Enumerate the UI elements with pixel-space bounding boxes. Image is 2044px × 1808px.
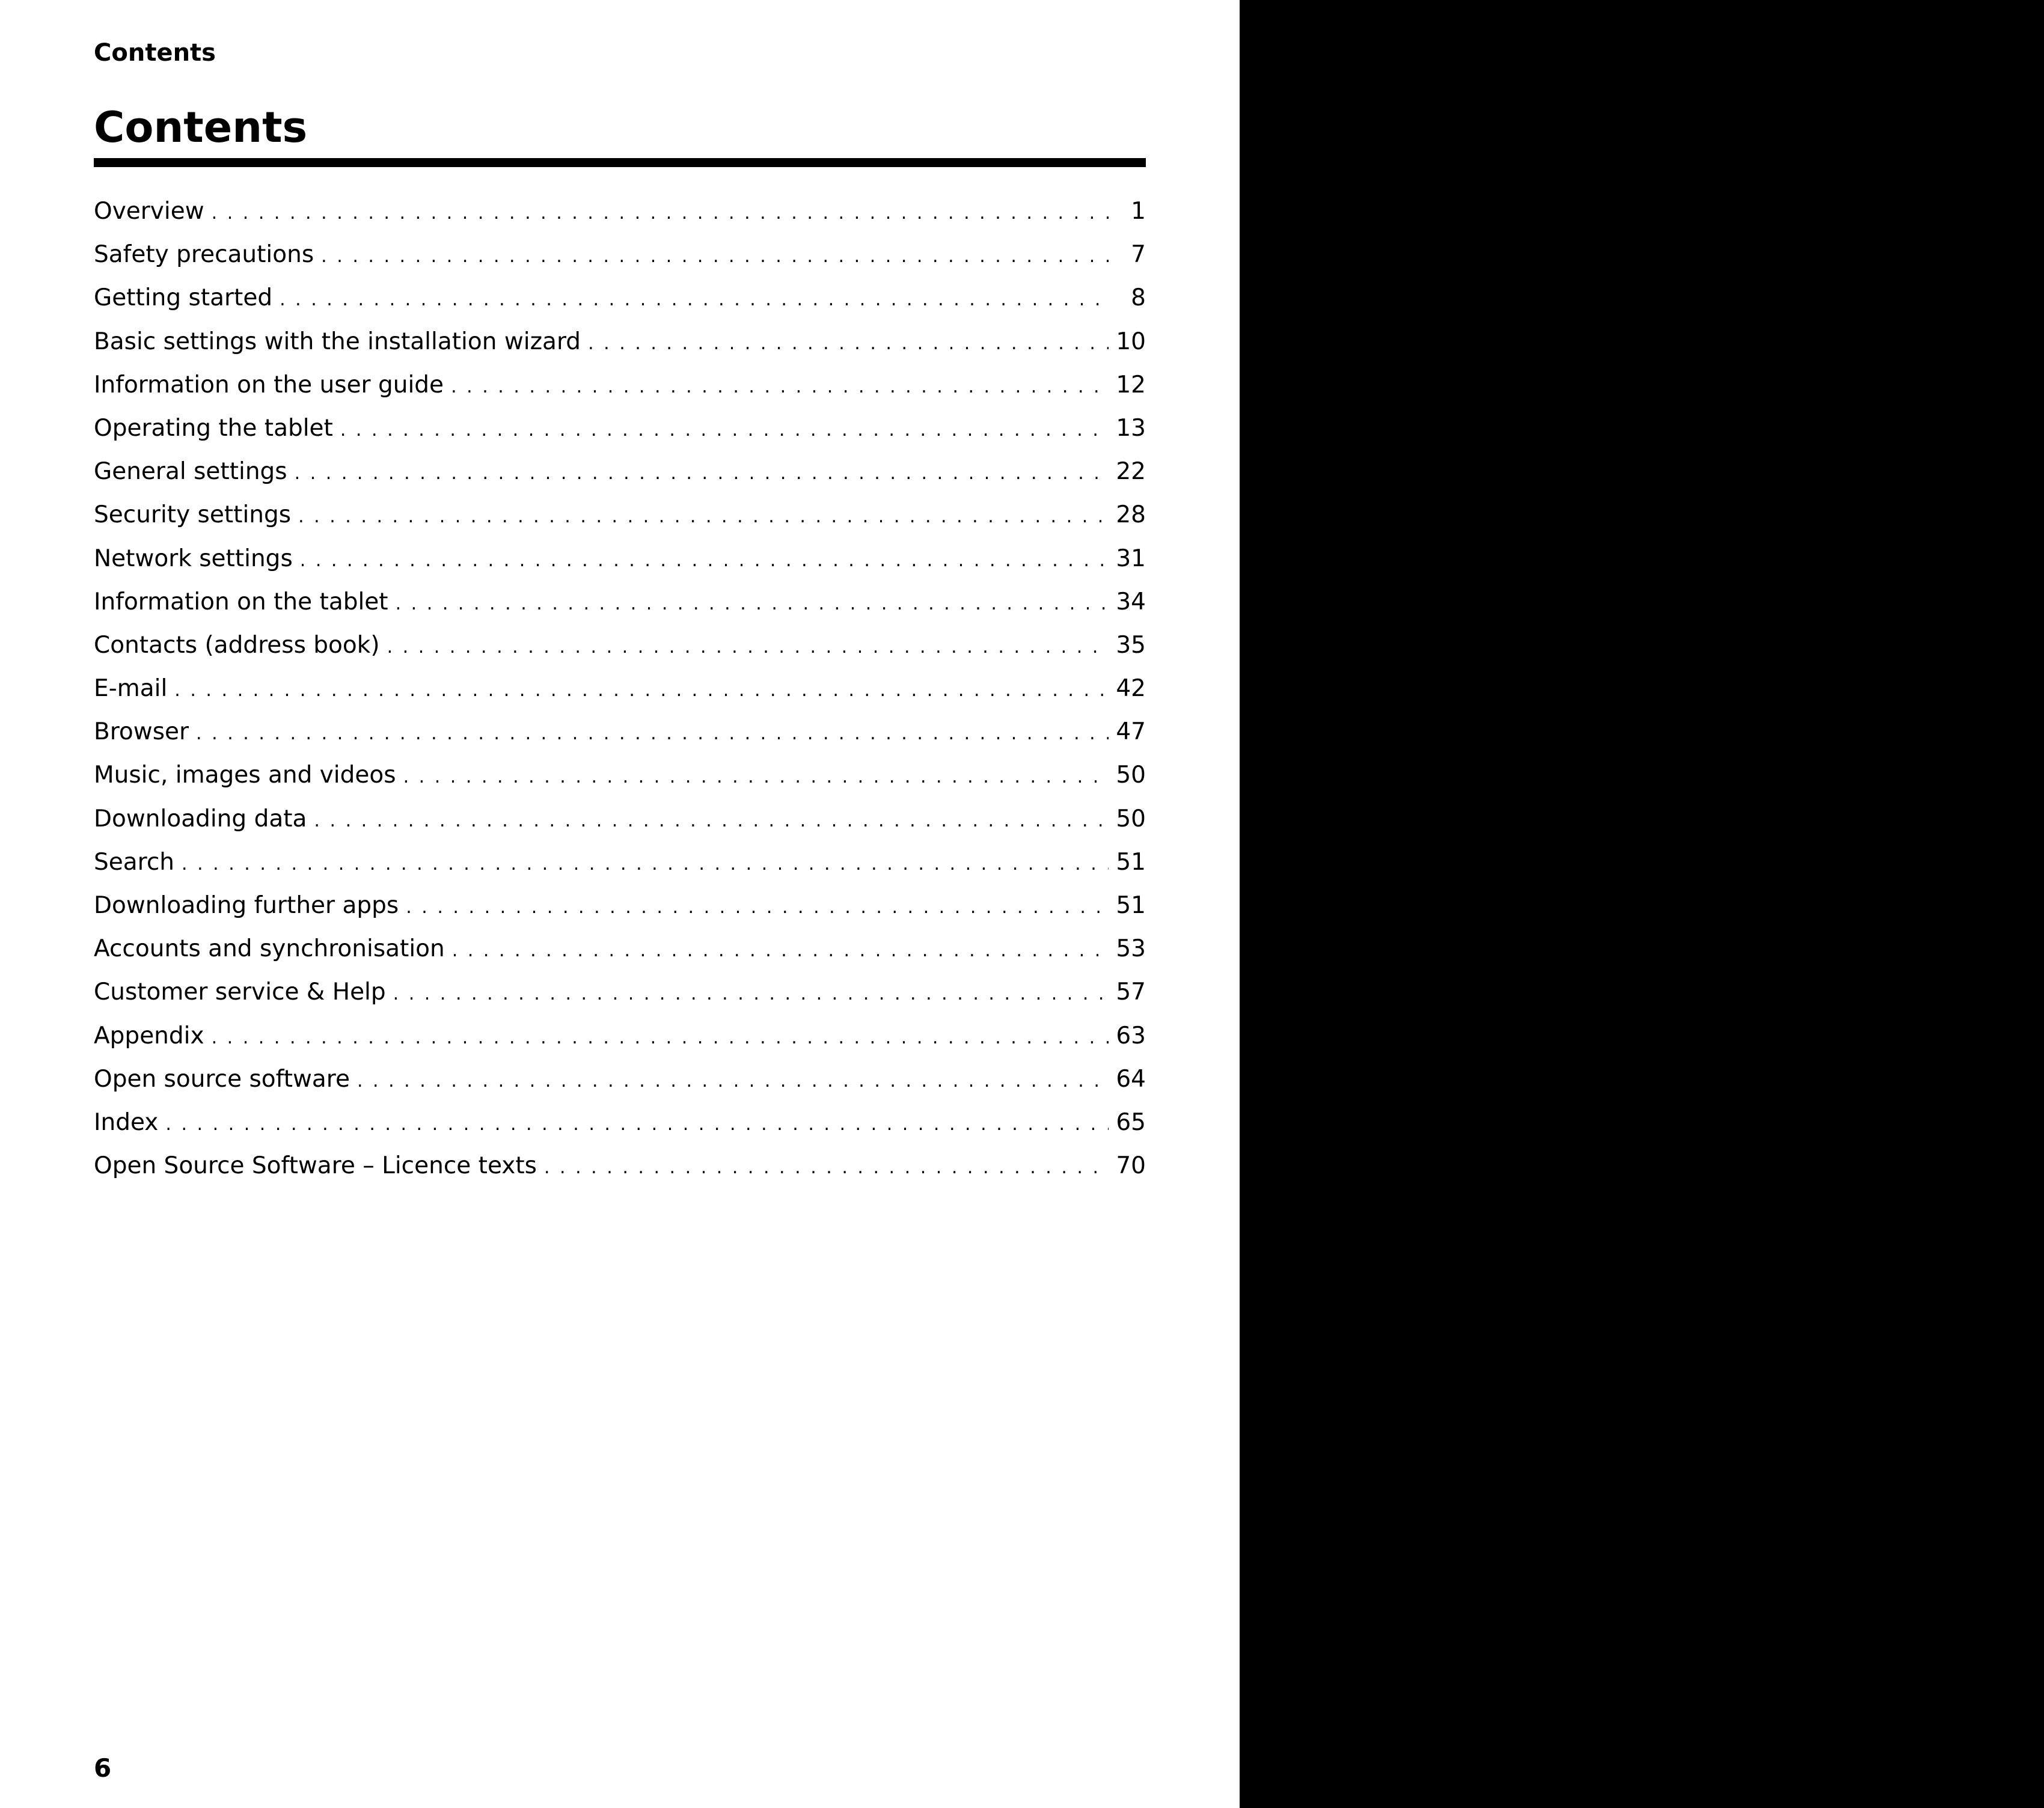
toc-entry-page: 35 [1116,631,1146,659]
toc-entry-page: 53 [1116,935,1146,963]
toc-leader-dots [196,712,1109,756]
toc-leader-dots [298,495,1109,539]
toc-entry-page: 1 [1131,198,1146,225]
toc-entry-title: Open Source Software – Licence texts [94,1152,537,1180]
toc-entry-page: 7 [1131,241,1146,269]
toc-entry-email[interactable] [94,667,1146,710]
toc-entry-title: Accounts and synchronisation [94,935,445,963]
toc-entry-title: Search [94,848,174,876]
toc-entry-page: 31 [1116,545,1146,572]
toc-leader-dots [165,1103,1109,1146]
toc-entry-page: 65 [1116,1108,1146,1136]
toc-entry-browser[interactable] [94,710,1146,754]
toc-entry-title: Contacts (address book) [94,631,380,659]
toc-entry-title: Basic settings with the installation wizard [94,328,581,355]
toc-leader-dots [452,929,1109,973]
toc-entry-page: 51 [1116,892,1146,919]
toc-entry-page: 57 [1116,979,1146,1006]
toc-leader-dots [212,192,1111,235]
toc-entry-contacts[interactable] [94,624,1146,667]
toc-entry-customer-service[interactable] [94,971,1146,1014]
toc-entry-page: 10 [1116,328,1146,355]
toc-entry-licence-texts[interactable] [94,1144,1146,1188]
toc-entry-title: Operating the tablet [94,414,333,442]
toc-entry-getting-started[interactable] [94,276,1146,320]
toc-entry-page: 22 [1116,458,1146,486]
toc-entry-page: 50 [1116,762,1146,789]
toc-entry-title: Network settings [94,545,293,572]
toc-leader-dots [544,1146,1109,1190]
toc-entry-page: 12 [1116,371,1146,399]
toc-entry-tablet-info[interactable] [94,581,1146,624]
toc-entry-title: Information on the tablet [94,588,388,615]
toc-entry-title: Open source software [94,1065,350,1093]
toc-leader-dots [295,452,1109,495]
toc-entry-user-guide-info[interactable] [94,364,1146,407]
toc-leader-dots [451,365,1109,409]
toc-entry-security-settings[interactable] [94,493,1146,537]
toc-entry-title: Music, images and videos [94,762,396,789]
toc-entry-title: Downloading data [94,805,307,832]
toc-entry-title: Customer service & Help [94,979,386,1006]
toc-entry-page: 13 [1116,414,1146,442]
toc-entry-downloading-apps[interactable] [94,884,1146,927]
toc-leader-dots [357,1060,1109,1103]
toc-entry-downloading-data[interactable] [94,798,1146,841]
toc-entry-page: 70 [1116,1152,1146,1180]
toc-entry-page: 34 [1116,588,1146,615]
toc-leader-dots [300,539,1109,582]
toc-entry-title: E-mail [94,675,168,703]
toc-leader-dots [393,973,1109,1016]
toc-leader-dots [174,669,1109,712]
toc-entry-title: Security settings [94,501,292,529]
toc-entry-music-images-videos[interactable] [94,754,1146,797]
toc-entry-index[interactable] [94,1101,1146,1144]
toc-leader-dots [387,626,1109,669]
toc-entry-title: Information on the user guide [94,371,444,399]
toc-entry-basic-settings[interactable] [94,320,1146,364]
toc-entry-general-settings[interactable] [94,450,1146,493]
toc-entry-open-source-software[interactable] [94,1058,1146,1101]
toc-leader-dots [403,756,1109,799]
toc-entry-title: Downloading further apps [94,892,399,919]
toc-entry-page: 63 [1116,1022,1146,1049]
toc-entry-title: Overview [94,198,204,225]
toc-entry-page: 8 [1131,284,1146,312]
toc-leader-dots [406,886,1109,929]
toc-entry-title: General settings [94,458,287,486]
toc-entry-search[interactable] [94,841,1146,884]
toc-leader-dots [396,582,1109,626]
toc-entry-accounts-sync[interactable] [94,927,1146,971]
toc-leader-dots [321,235,1111,278]
title-rule [94,158,1146,167]
toc-entry-page: 42 [1116,675,1146,703]
toc-leader-dots [340,409,1109,452]
running-header: Contents [94,39,216,67]
toc-entry-overview[interactable] [94,190,1146,233]
toc-entry-safety-precautions[interactable] [94,233,1146,276]
toc-entry-page: 64 [1116,1065,1146,1093]
toc-entry-title: Safety precautions [94,241,314,269]
toc-entry-title: Getting started [94,284,273,312]
toc-entry-network-settings[interactable] [94,537,1146,581]
toc-entry-operating-tablet[interactable] [94,407,1146,450]
page-title: Contents [94,103,308,152]
toc-entry-page: 51 [1116,848,1146,876]
toc-leader-dots [182,843,1109,886]
toc-entry-title: Browser [94,718,189,746]
blank-dark-area [1240,0,2044,1808]
toc-leader-dots [212,1016,1109,1060]
toc-leader-dots [280,278,1111,322]
table-of-contents [94,190,1146,1188]
toc-leader-dots [314,799,1109,843]
toc-entry-appendix[interactable] [94,1015,1146,1058]
toc-entry-title: Index [94,1108,159,1136]
toc-entry-page: 47 [1116,718,1146,746]
page-number: 6 [94,1753,112,1783]
toc-entry-page: 28 [1116,501,1146,529]
toc-entry-page: 50 [1116,805,1146,832]
toc-entry-title: Appendix [94,1022,204,1049]
toc-leader-dots [588,322,1109,365]
